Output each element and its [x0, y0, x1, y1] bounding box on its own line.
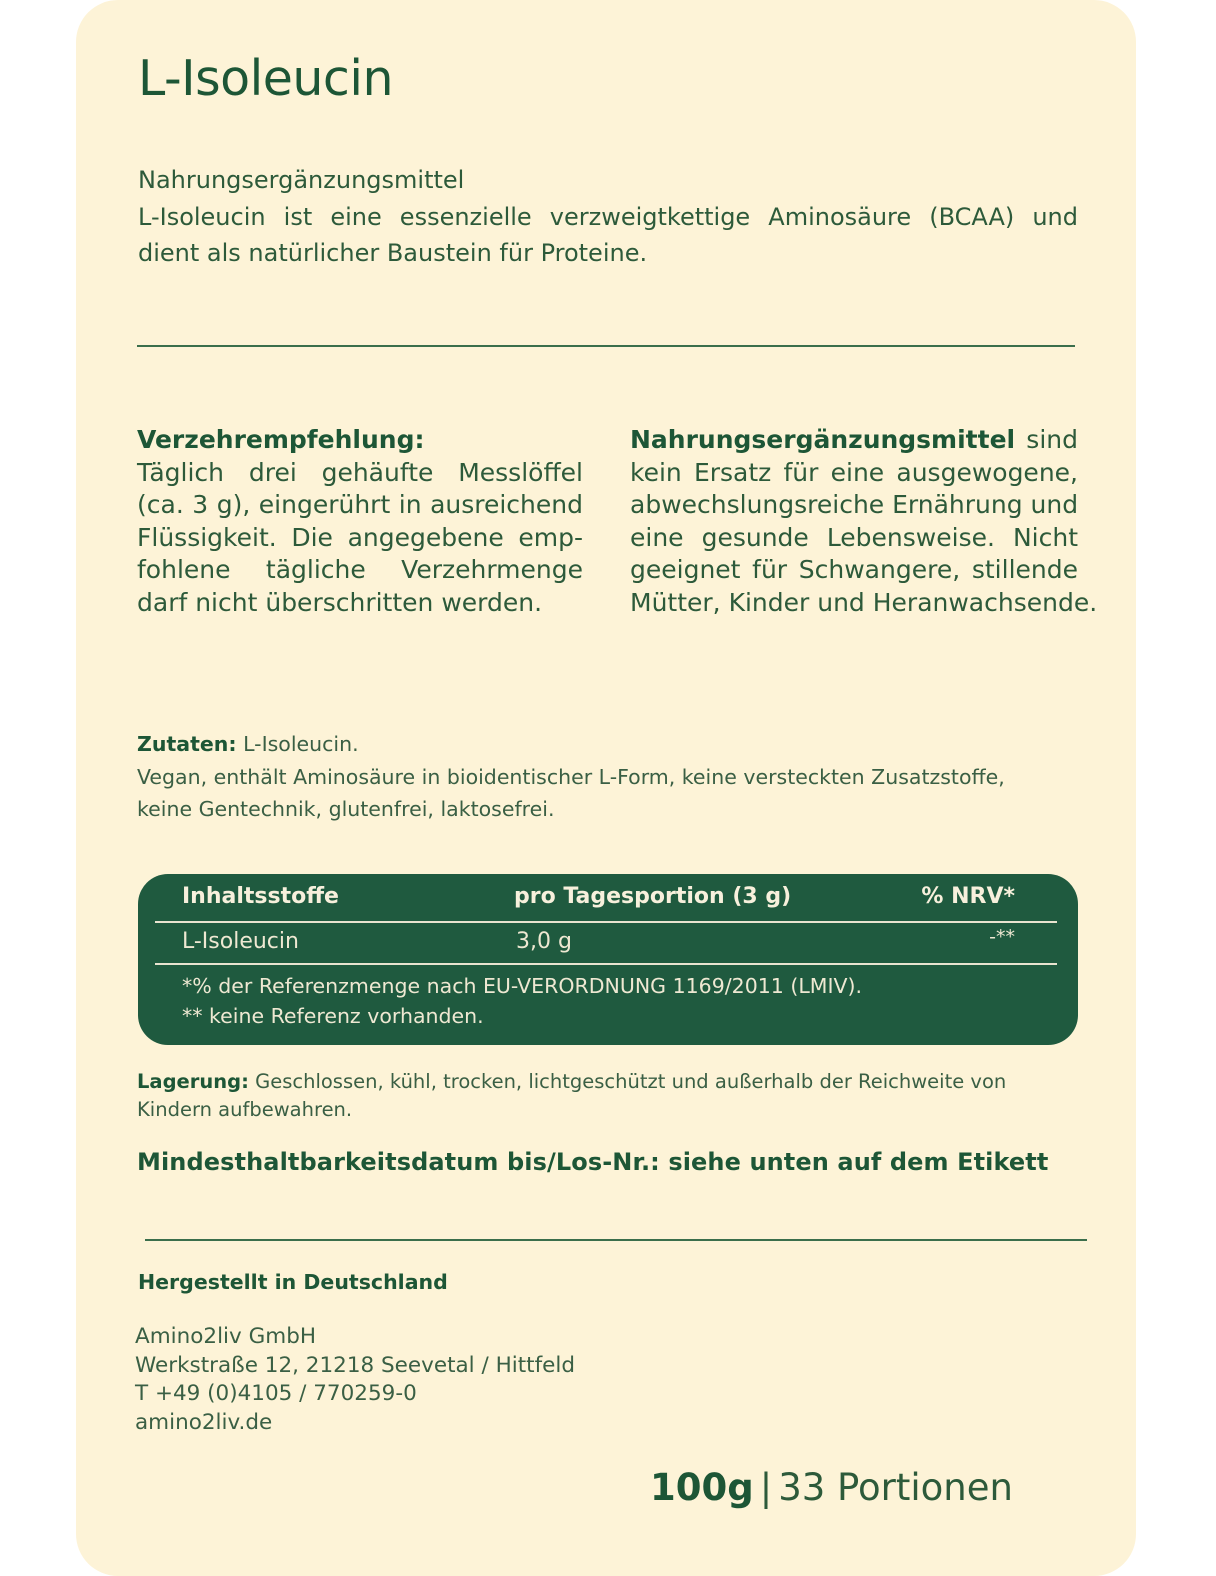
table-divider [155, 921, 1057, 923]
made-in-label: Hergestellt in Deutschland [138, 1270, 448, 1294]
warning-heading: Nahrungsergänzungsmittel [630, 425, 1016, 454]
recommendation-line: (ca. 3 g), eingerührt in ausreichend [137, 490, 583, 519]
divider [145, 1239, 1087, 1241]
nutrition-table [138, 874, 1078, 1045]
best-before-note: Mindesthaltbarkeitsdatum bis/Los-Nr.: siehe unten auf dem Etikett [137, 1148, 1049, 1176]
recommendation-line: Flüssigkeit. Die angegebene emp- [137, 522, 583, 552]
warning-heading-rest: sind [1015, 425, 1078, 454]
storage-label: Lagerung: [137, 1070, 249, 1093]
manufacturer-street: Werkstraße 12, 21218 Seevetal / Hittfeld [135, 1352, 575, 1378]
manufacturer-phone: T +49 (0)4105 / 770259-0 [135, 1381, 417, 1406]
product-title: L-Isoleucin [138, 50, 394, 107]
warning-line: kein Ersatz für eine ausgewogene, [630, 457, 1078, 487]
ingredients-label: Zutaten: [137, 732, 237, 756]
intro-section [138, 162, 1078, 272]
table-divider [155, 963, 1057, 965]
recommendation-line: darf nicht überschritten werden. [137, 587, 543, 617]
manufacturer-website: amino2liv.de [135, 1409, 273, 1435]
manufacturer-address [135, 1323, 575, 1437]
storage-section [137, 1068, 1006, 1124]
product-description-line: dient als natürlicher Baustein für Proteine. [138, 239, 648, 267]
table-header-ingredient: Inhaltsstoffe [182, 884, 339, 909]
ingredients-detail: keine Gentechnik, glutenfrei, laktosefrei. [137, 797, 555, 821]
ingredients-detail: Vegan, enthält Aminosäure in bioidentischer L-Form, keine versteckten Zusatzstoffe, [137, 764, 1005, 789]
warning-line: abwechslungsreiche Ernährung und [630, 490, 1079, 519]
storage-line: Kindern aufbewahren. [137, 1098, 353, 1121]
table-footnote: *% der Referenzmenge nach EU-VERORDNUNG 1169/2011 (LMIV). [182, 974, 863, 998]
package-separator: | [759, 1466, 773, 1509]
package-info [650, 1466, 1013, 1509]
manufacturer-name: Amino2liv GmbH [135, 1324, 317, 1349]
product-category: Nahrungsergänzungsmittel [138, 166, 465, 194]
recommendation-heading: Verzehrempfehlung: [137, 425, 425, 454]
table-cell-ingredient: L-Isoleucin [182, 929, 299, 954]
table-footnote: ** keine Referenz vorhanden. [182, 1004, 484, 1028]
ingredients-section [137, 728, 1005, 826]
table-cell-nrv: -** [989, 926, 1015, 948]
table-header-nrv: % NRV* [921, 884, 1015, 909]
recommendation-section [137, 424, 583, 619]
warning-line: geeignet für Schwangere, stillende [630, 555, 1078, 584]
table-cell-amount: 3,0 g [516, 929, 572, 954]
recommendation-line: Täglich drei gehäufte Messlöffel [137, 457, 583, 487]
storage-text: Geschlossen, kühl, trocken, lichtgeschützt und außerhalb der Reichweite von [248, 1070, 1007, 1093]
ingredients-value: L-Isoleucin. [236, 732, 359, 756]
divider [137, 345, 1075, 347]
table-header-per-portion: pro Tagesportion (3 g) [514, 884, 792, 909]
recommendation-line: fohlene tägliche Verzehrmenge [137, 555, 583, 584]
package-weight: 100g [650, 1466, 754, 1509]
warning-heading-line [630, 424, 1078, 457]
storage-line [137, 1068, 1006, 1096]
warning-line: eine gesunde Lebensweise. Nicht [630, 522, 1078, 552]
warning-section [630, 424, 1098, 619]
product-description-line: L-Isoleucin ist eine essenzielle verzweigtkettige Aminosäure (BCAA) und [138, 202, 1078, 231]
ingredients-line [137, 728, 1005, 761]
warning-line: Mütter, Kinder und Heranwachsende. [630, 587, 1098, 617]
package-portions: 33 Portionen [778, 1466, 1013, 1509]
